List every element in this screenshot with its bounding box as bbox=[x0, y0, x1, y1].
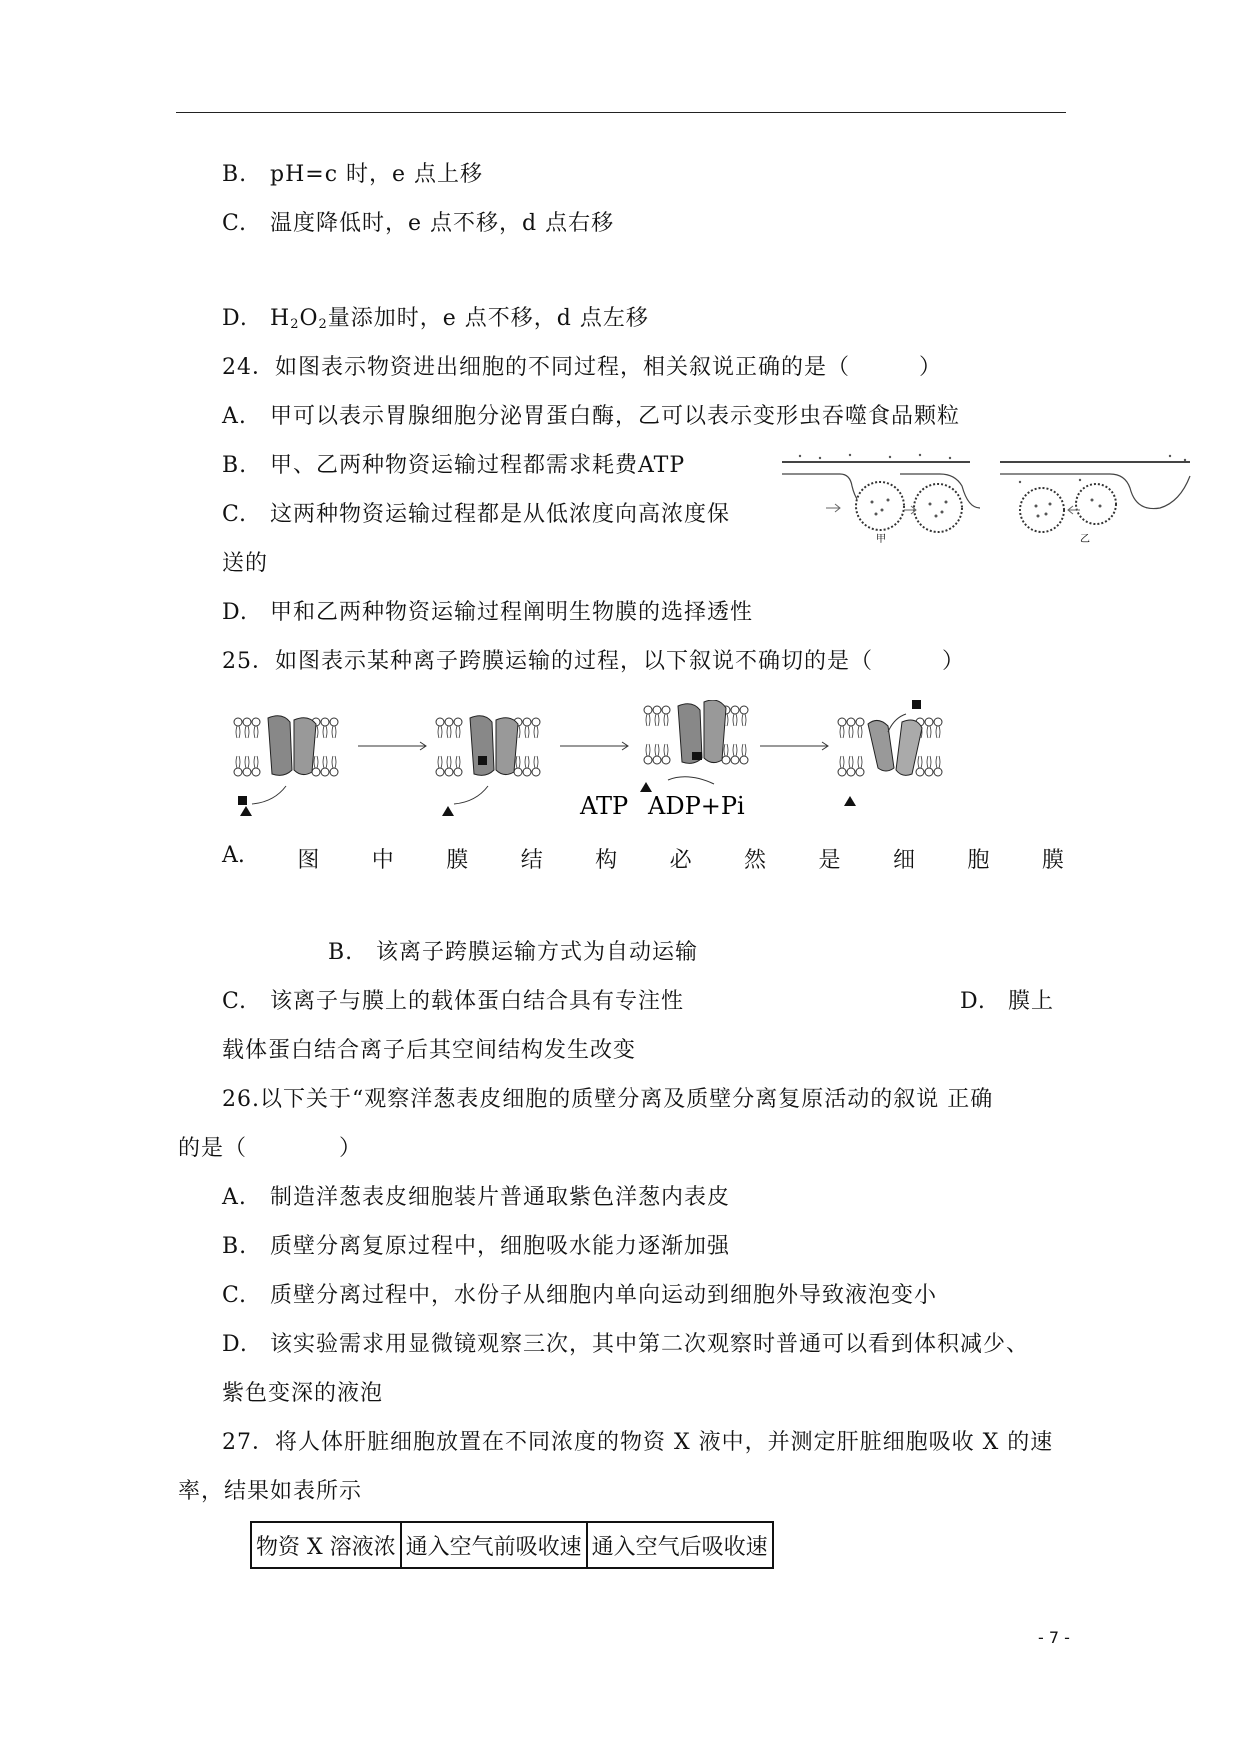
q27-stem: 27．将人体肝脏细胞放置在不同浓度的物资 X 液中，并测定肝脏细胞吸收 X 的速 bbox=[222, 1430, 1054, 1455]
table-header-cell: 通入空气前吸收速 bbox=[401, 1522, 587, 1568]
q25-option-a: A. 图 中 膜 结 构 必 然 是 细 胞 膜 bbox=[222, 843, 1064, 873]
q24-option-c-cont: 送的 bbox=[222, 551, 269, 576]
q26-option-c: C. 质壁分离过程中，水份子从细胞内单向运动到细胞外导致液泡变小 bbox=[222, 1283, 938, 1308]
fig24-label-jia: 甲 bbox=[876, 534, 886, 544]
q26-stem-cont: 的是（ ） bbox=[178, 1136, 363, 1161]
q25-option-d: D. 膜上 bbox=[960, 989, 1055, 1014]
q24-option-b: B. 甲、乙两种物资运输过程都需求耗费ATP bbox=[222, 453, 686, 478]
q24-option-d: D. 甲和乙两种物资运输过程阐明生物膜的选择透性 bbox=[222, 600, 754, 625]
q25-transport-figure bbox=[230, 700, 990, 818]
fig25-adp-label: ADP+Pi bbox=[648, 792, 745, 818]
table-header-cell: 通入空气后吸收速 bbox=[587, 1522, 773, 1568]
table-header-cell: 物资 X 溶液浓 bbox=[251, 1522, 401, 1568]
q25-option-d-cont: 载体蛋白结合离子后其空间结构发生改变 bbox=[222, 1038, 637, 1063]
q26-option-d-cont: 紫色变深的液泡 bbox=[222, 1381, 384, 1406]
q24-option-c: C. 这两种物资运输过程都是从低浓度向高浓度保 bbox=[222, 502, 731, 527]
header-rule bbox=[176, 112, 1066, 113]
q25-option-b: B. 该离子跨膜运输方式为自动运输 bbox=[328, 940, 699, 965]
q23-option-b: B. pH=c 时，e 点上移 bbox=[222, 162, 484, 187]
q26-stem: 26.以下关于“观察洋葱表皮细胞的质壁分离及质壁分离复原活动的叙说 正确 bbox=[222, 1087, 994, 1112]
q27-stem-cont: 率，结果如表所示 bbox=[178, 1479, 363, 1504]
q24-vesicle-figure bbox=[780, 452, 1200, 544]
q26-option-d: D. 该实验需求用显微镜观察三次，其中第二次观察时普通可以看到体积减少、 bbox=[222, 1332, 1030, 1357]
q23-option-c: C. 温度降低时，e 点不移，d 点右移 bbox=[222, 211, 615, 236]
q25-option-c: C. 该离子与膜上的载体蛋白结合具有专注性 bbox=[222, 989, 685, 1014]
q24-option-a: A. 甲可以表示胃腺细胞分泌胃蛋白酶，乙可以表示变形虫吞噬食品颗粒 bbox=[222, 404, 961, 429]
table-row bbox=[251, 1522, 773, 1568]
q23-option-d: D. $H_2O_2$量添加时，e 点不移，d 点左移 bbox=[222, 306, 649, 332]
q25-stem: 25．如图表示某种离子跨膜运输的过程，以下叙说不确切的是（ ） bbox=[222, 649, 965, 674]
q27-table bbox=[250, 1521, 774, 1569]
fig24-label-yi: 乙 bbox=[1080, 534, 1090, 544]
fig25-atp-label: ATP bbox=[580, 792, 629, 818]
q26-option-b: B. 质壁分离复原过程中，细胞吸水能力逐渐加强 bbox=[222, 1234, 731, 1259]
page-number: - 7 - bbox=[1038, 1628, 1070, 1647]
q24-stem: 24．如图表示物资进出细胞的不同过程，相关叙说正确的是（ ） bbox=[222, 355, 942, 380]
q26-option-a: A. 制造洋葱表皮细胞装片普通取紫色洋葱内表皮 bbox=[222, 1185, 731, 1210]
